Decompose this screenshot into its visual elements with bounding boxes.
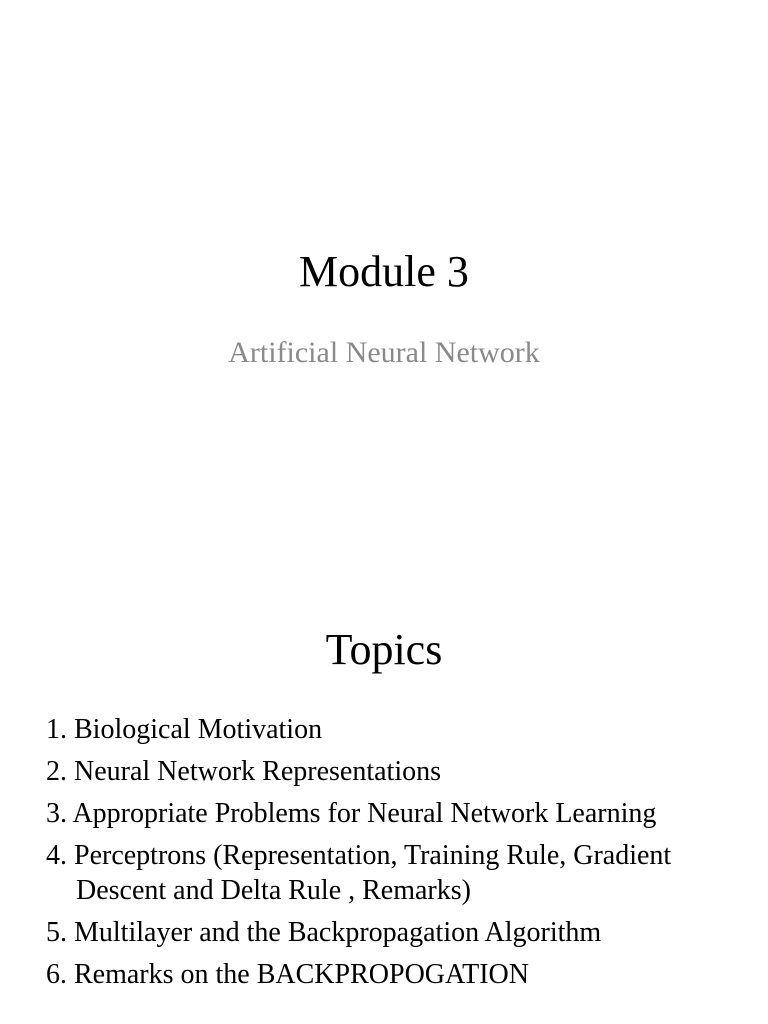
topics-list xyxy=(46,712,746,999)
topics-title: Topics xyxy=(325,625,443,674)
topic-item: 5. Multilayer and the Backpropagation Algorithm xyxy=(46,917,602,948)
topics-slide xyxy=(0,520,768,1024)
topic-item: 4. Perceptrons (Representation, Training Rule, Gradient Descent and Delta Rule , Remarks) xyxy=(46,840,672,906)
topic-item: 3. Appropriate Problems for Neural Network Learning xyxy=(46,798,657,829)
topic-item: 2. Neural Network Representations xyxy=(46,756,441,787)
topic-item: 6. Remarks on the BACKPROPOGATION xyxy=(46,959,529,990)
module-title: Module 3 xyxy=(299,247,469,296)
topic-item: 1. Biological Motivation xyxy=(46,714,323,745)
module-subtitle: Artificial Neural Network xyxy=(228,336,540,369)
